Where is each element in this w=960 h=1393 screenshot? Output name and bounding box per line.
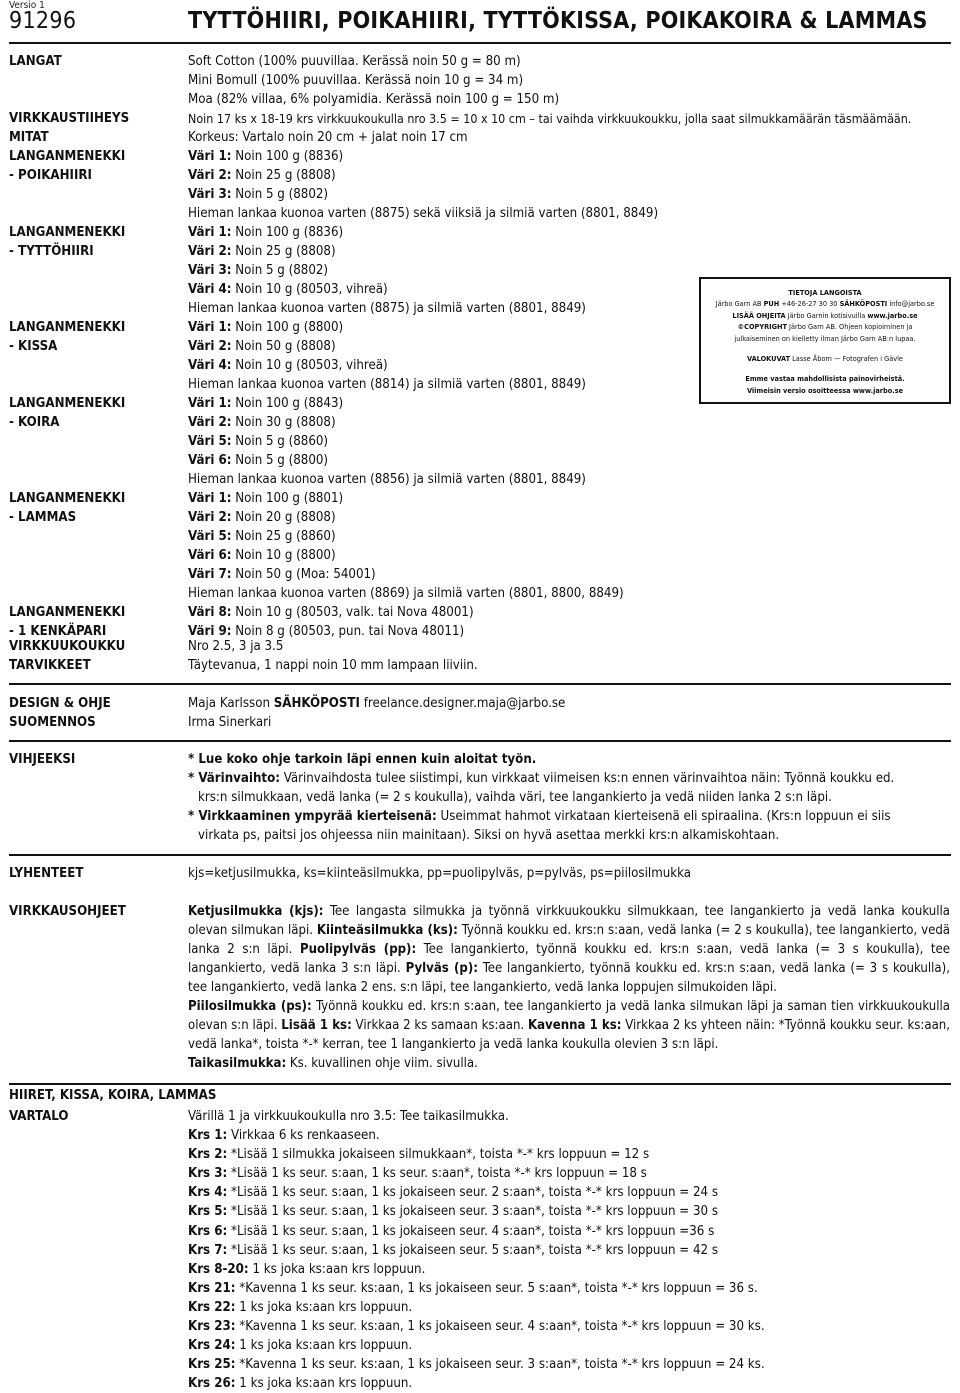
tip-item-cont: krs:n silmukkaan, vedä lanka (= 2 s koukulla), vaihda väri, tee langankierto ja vedä niiden lanka 2 s:n läpi. (198, 790, 832, 805)
spec-value: Mini Bomull (100% puuvillaa. Kerässä noin 10 g = 34 m) (188, 73, 524, 88)
yarn-group-label: - TYTTÖHIIRI (9, 244, 94, 259)
yarn-amount: Väri 1: Noin 100 g (8801) (188, 491, 344, 506)
yarn-amount: Väri 1: Noin 100 g (8836) (188, 149, 344, 164)
spec-value: Korkeus: Vartalo noin 20 cm + jalat noin 17 cm (188, 130, 468, 145)
spec-label: LANGAT (9, 54, 62, 69)
yarn-amount: Väri 4: Noin 10 g (80503, vihreä) (188, 282, 388, 297)
info-line: LISÄÄ OHJEITA Järbo Garnin kotisivuilla www.jarbo.se (732, 310, 918, 320)
page-title: TYTTÖHIIRI, POIKAHIIRI, TYTTÖKISSA, POIKAKOIRA & LAMMAS (188, 8, 928, 34)
yarn-amount: Väri 5: Noin 25 g (8860) (188, 529, 336, 544)
tip-item: * Värinvaihto: Värinvaihdosta tulee siistimpi, kun virkkaat viimeisen ks:n ennen värinvaihtoa näin: Työnnä koukku ed. (188, 771, 895, 786)
yarn-amount: Väri 2: Noin 25 g (8808) (188, 244, 336, 259)
info-heading: TIETOJA LANGOISTA (788, 288, 862, 297)
yarn-amount: Hieman lankaa kuonoa varten (8814) ja silmiä varten (8801, 8849) (188, 377, 586, 392)
yarn-amount: Väri 5: Noin 5 g (8860) (188, 434, 329, 449)
yarn-group-label: LANGANMENEKKI (9, 320, 126, 335)
yarn-info-box (699, 277, 951, 404)
yarn-group-label: - KISSA (9, 339, 58, 354)
yarn-amount: Väri 2: Noin 20 g (8808) (188, 510, 336, 525)
divider (9, 683, 951, 685)
yarn-group-label: - KOIRA (9, 415, 60, 430)
yarn-group-label: LANGANMENEKKI (9, 149, 126, 164)
pattern-code: 91296 (9, 8, 77, 34)
yarn-amount: Väri 8: Noin 10 g (80503, valk. tai Nova 48001) (188, 605, 474, 620)
yarn-amount: Väri 3: Noin 5 g (8802) (188, 263, 329, 278)
yarn-amount: Väri 1: Noin 100 g (8800) (188, 320, 344, 335)
info-line: VALOKUVAT Lasse Åbom — Fotografen i Gävle (747, 354, 903, 364)
yarn-group-label: LANGANMENEKKI (9, 491, 126, 506)
divider (9, 854, 951, 856)
yarn-amount: Väri 6: Noin 10 g (8800) (188, 548, 336, 563)
yarn-amount: Väri 9: Noin 8 g (80503, pun. tai Nova 48011) (188, 624, 465, 639)
yarn-amount: Hieman lankaa kuonoa varten (8856) ja silmiä varten (8801, 8849) (188, 472, 586, 487)
tip-item: * Virkkaaminen ympyrää kierteisenä: Useimmat hahmot virkataan kierteisenä eli spiraalina. (Krs:n loppuun ei siis (188, 809, 891, 824)
yarn-group-label: LANGANMENEKKI (9, 605, 126, 620)
tip-item-cont: virkata ps, paitsi jos ohjeessa niin mainitaan). Siksi on hyvä asettaa merkki krs:n alkamiskohtaan. (198, 828, 780, 843)
yarn-amount: Väri 4: Noin 10 g (80503, vihreä) (188, 358, 388, 373)
spec-label: MITAT (9, 130, 49, 145)
info-line: Järbo Garn AB PUH +46-26-27 30 30 SÄHKÖPOSTI info@jarbo.se (715, 299, 935, 309)
yarn-group-label: - POIKAHIIRI (9, 168, 92, 183)
yarn-amount: Väri 2: Noin 50 g (8808) (188, 339, 336, 354)
yarn-amount: Väri 1: Noin 100 g (8836) (188, 225, 344, 240)
stitch-instructions: Ketjusilmukka (kjs): Tee langasta silmukka ja työnnä virkkuukoukku silmukkaan, tee langankierto ja vedä lanka koukulla olevan silmukan läpi. Kiinteäsilmukka (ks): Työnnä koukku ed. krs:n s:aan, vedä lanka (= 2 s koukulla), tee langankierto, vedä lanka 2 s:n läpi. Puolipylväs (pp): Tee langankierto, työnnä koukku ed. krs:n s:aan, vedä lanka (= 3 s koukulla), tee langankierto, vedä lanka 3 s:n läpi. Pylväs (p): Tee langankierto, työnnä koukku ed. krs:n s:aan, vedä lanka (= 3 s koukulla), tee langankierto, vedä lanka 2 ens. s:n läpi, tee langankierto, vedä lanka loppujen silmukoiden läpi. Piilosilmukka (ps): Työnnä koukku ed. krs:n s:aan, tee langankierto ja vedä lanka silmukan läpi ja saman tien virkkuukoukulla olevan s:n läpi. Lisää 1 ks: Virkkaa 2 ks samaan ks:aan. Kavenna 1 ks: Virkkaa 2 ks yhteen näin: *Työnnä koukku seur. ks:aan, vedä lanka*, toista *-* kerran, tee 1 langankierto ja vedä lanka koukulla olevien 3 s:n läpi. Taikasilmukka: Ks. kuvallinen ohje viim. sivulla. (188, 904, 951, 1071)
tip-item: * Lue koko ohje tarkoin läpi ennen kuin aloitat työn. (188, 752, 537, 767)
yarn-group-label: - 1 KENKÄPARI (9, 624, 107, 639)
title-divider (9, 42, 951, 44)
version-label: Versio 1 (9, 0, 45, 11)
spec-label: VIRKKAUSTIIHEYS (9, 111, 130, 126)
yarn-amount: Väri 1: Noin 100 g (8843) (188, 396, 344, 411)
pattern-page: Versio 1 91296 TYTTÖHIIRI, POIKAHIIRI, TYTTÖKISSA, POIKAKOIRA & LAMMAS LANGAT Soft Cotton (100% puuvillaa. Kerässä noin 50 g = 80 m) Mini Bomull (100% puuvillaa. Kerässä noin 10 g = 34 m) Moa (82% villaa, 6% polyamidia. Kerässä noin 100 g = 150 m) VIRKKAUSTIIHEYS Noin 17 ks x 18-19 krs virkkuukoukulla nro 3.5 = 10 x 10 cm – tai vaihda virkkuukoukku, jolla saat silmukkamäärän täsmäämään. MITAT Korkeus: Vartalo noin 20 cm + jalat noin 17 cm LANGANMENEKKI Väri 1: Noin 100 g (8836) - POIKAHIIRI Väri 2: Noin 25 g (8808) Väri 3: Noin 5 g (8802) Hieman lankaa kuonoa varten (8875) sekä viiksiä ja silmiä varten (8801, 8849) LANGANMENEKKI Väri 1: Noin 100 g (8836) - TYTTÖHIIRI Väri 2: Noin 25 g (8808) Väri 3: Noin 5 g (8802) Väri 4: Noin 10 g (80503, vihreä) Hieman lankaa kuonoa varten (8875) ja silmiä varten (8801, 8849) LANGANMENEKKI Väri 1: Noin 100 g (8800) - KISSA Väri 2: Noin 50 g (8808) Väri 4: Noin 10 g (80503, vihreä) Hieman lankaa kuonoa varten (8814) ja silmiä varten (8801, 8849) LANGANMENEKKI Väri 1: Noin 100 g (8843) - KOIRA Väri 2: Noin 30 g (8808) Väri 5: Noin 5 g (8860) Väri 6: Noin 5 g (8800) Hieman lankaa kuonoa varten (8856) ja silmiä varten (8801, 8849) LANGANMENEKKI Väri 1: Noin 100 g (8801) - LAMMAS Väri 2: Noin 20 g (8808) Väri 5: Noin 25 g (8860) Väri 6: Noin 10 g (8800) Väri 7: Noin 50 g (Moa: 54001) Hieman lankaa kuonoa varten (8869) ja silmiä varten (8801, 8800, 8849) LANGANMENEKKI Väri 8: Noin 10 g (80503, valk. tai Nova 48001) - 1 KENKÄPARI Väri 9: Noin 8 g (80503, pun. tai Nova 48011) TIETOJA LANGOISTA Järbo Garn AB PUH +46-26-27 30 30 SÄHKÖPOSTI info@jarbo.se LISÄÄ OHJEITA Järbo Garnin kotisivuilla www.jarbo.se ©COPYRIGHT Järbo Garn AB. Ohjeen kopioiminen ja julkaiseminen on kielletty ilman Järbo Garn AB:n lupaa. VALOKUVAT Lasse Åbom — Fotografen i Gävle Emme vastaa mahdollisista painovirheistä. Viimeisin versio osoitteessa www.jarbo.se VIRKKUUKOUKKU Nro 2.5, 3 ja 3.5 TARVIKKEET Täytevanua, 1 nappi noin 10 mm lampaan liiviin. DESIGN & OHJE Maja Karlsson SÄHKÖPOSTI freelance.designer.maja@jarbo.se SUOMENNOS Irma Sinerkari VIHJEEKSI * Lue koko ohje tarkoin läpi ennen kuin aloitat työn. * Värinvaihto: Värinvaihdosta tulee siistimpi, kun virkkaat viimeisen ks:n ennen värinvaihtoa näin: Työnnä koukku ed. krs:n silmukkaan, vedä lanka (= 2 s koukulla), vaihda väri, tee langankierto ja vedä niiden lanka 2 s:n läpi. * Virkkaaminen ympyrää kierteisenä: Useimmat hahmot virkataan kierteisenä eli spiraalina. (Krs:n loppuun ei siis virkata ps, paitsi jos ohjeessa niin mainitaan). Siksi on hyvä asettaa merkki krs:n alkamiskohtaan. LYHENTEET kjs=ketjusilmukka, ks=kiinteäsilmukka, pp=puolipylväs, p=pylväs, ps=piilosilmukka VIRKKAUSOHJEET Ketjusilmukka (kjs): Tee langasta silmukka ja työnnä virkkuukoukku silmukkaan, tee langankierto ja vedä lanka koukulla olevan silmukan läpi. Kiinteäsilmukka (ks): Työnnä koukku ed. krs:n s:aan, vedä lanka (= 2 s koukulla), tee langankierto, vedä lanka 2 s:n läpi. Puolipylväs (pp): Tee langankierto, työnnä koukku ed. krs:n s:aan, vedä lanka (= 3 s koukulla), tee langankierto, vedä lanka 3 s:n läpi. Pylväs (p): Tee langankierto, työnnä koukku ed. krs:n s:aan, vedä lanka (= 3 s koukulla), tee langankierto, vedä lanka 2 ens. s:n läpi, tee langankierto, vedä lanka loppujen silmukoiden läpi. Piilosilmukka (ps): Työnnä koukku ed. krs:n s:aan, tee langankierto ja vedä lanka silmukan läpi ja saman tien virkkuukoukulla olevan s:n läpi. Lisää 1 ks: Virkkaa 2 ks samaan ks:aan. Kavenna 1 ks: Virkkaa 2 ks yhteen näin: *Työnnä koukku seur. ks:aan, vedä lanka*, toista *-* kerran, tee 1 langankierto ja vedä lanka koukulla olevien 3 s:n läpi. Taikasilmukka: Ks. kuvallinen ohje viim. sivulla. HIIRET, KISSA, KOIRA, LAMMAS VARTALO Värillä 1 ja virkkuukoukulla nro 3.5: Tee taikasilmukka. Krs 1: Virkkaa 6 ks renkaaseen. Krs 2: *Lisää 1 silmukka jokaiseen silmukkaan*, toista *-* krs loppuun = 12 s Krs 3: *Lisää 1 ks seur. s:aan, 1 ks seur. s:aan*, toista *-* krs loppuun = 18 s Krs 4: *Lisää 1 ks seur. s:aan, 1 ks jokaiseen seur. 2 s:aan*, toista *-* krs loppuun = 24 s Krs 5: *Lisää 1 ks seur. s:aan, 1 ks jokaiseen seur. 3 s:aan*, toista *-* krs loppuun = 30 s Krs 6: *Lisää 1 ks seur. s:aan, 1 ks jokaiseen seur. 4 s:aan*, toista *-* krs loppuun =36 s Krs 7: *Lisää 1 ks seur. s:aan, 1 ks jokaiseen seur. 5 s:aan*, toista *-* krs loppuun = 42 s Krs 8-20: 1 ks joka ks:aan krs loppuun. Krs 21: *Kavenna 1 ks seur. ks:aan, 1 ks jokaiseen seur. 5 s:aan*, toista *-* krs loppuun = 36 s. Krs 22: 1 ks joka ks:aan krs loppuun. Krs 23: *Kavenna 1 ks seur. ks:aan, 1 ks jokaiseen seur. 4 s:aan*, toista *-* krs loppuun = 30 ks. Krs 24: 1 ks joka ks:aan krs loppuun. Krs 25: *Kavenna 1 ks seur. ks:aan, 1 ks jokaiseen seur. 3 s:aan*, toista *-* krs loppuun = 24 ks. Krs 26: 1 ks joka ks:aan krs loppuun. (9, 0, 951, 1392)
yarn-group-label: LANGANMENEKKI (9, 225, 126, 240)
info-line: ©COPYRIGHT Järbo Garn AB. Ohjeen kopioiminen ja (737, 322, 913, 332)
yarn-group-label: LANGANMENEKKI (9, 396, 126, 411)
yarn-amount: Väri 3: Noin 5 g (8802) (188, 187, 329, 202)
info-line: Viimeisin versio osoitteessa www.jarbo.se (746, 385, 904, 395)
section-heading: HIIRET, KISSA, KOIRA, LAMMAS (9, 1088, 217, 1103)
info-line: julkaiseminen on kielletty ilman Järbo Garn AB:n lupaa. (734, 333, 916, 343)
divider (9, 1083, 951, 1085)
yarn-amount: Hieman lankaa kuonoa varten (8875) sekä viiksiä ja silmiä varten (8801, 8849) (188, 206, 659, 221)
spec-value: Moa (82% villaa, 6% polyamidia. Kerässä noin 100 g = 150 m) (188, 92, 560, 107)
yarn-group-label: - LAMMAS (9, 510, 77, 525)
yarn-amount: Väri 2: Noin 30 g (8808) (188, 415, 336, 430)
info-line: Emme vastaa mahdollisista painovirheistä. (745, 374, 905, 384)
yarn-amount: Hieman lankaa kuonoa varten (8875) ja silmiä varten (8801, 8849) (188, 301, 586, 316)
yarn-amount: Väri 7: Noin 50 g (Moa: 54001) (188, 567, 376, 582)
yarn-amount: Väri 2: Noin 25 g (8808) (188, 168, 336, 183)
spec-value: Soft Cotton (100% puuvillaa. Kerässä noin 50 g = 80 m) (188, 54, 521, 69)
divider (9, 740, 951, 742)
yarn-amount: Hieman lankaa kuonoa varten (8869) ja silmiä varten (8801, 8800, 8849) (188, 586, 624, 601)
yarn-amount: Väri 6: Noin 5 g (8800) (188, 453, 329, 468)
tips-list (188, 750, 950, 845)
spec-value: Noin 17 ks x 18-19 krs virkkuukoukulla nro 3.5 = 10 x 10 cm – tai vaihda virkkuukoukku, jolla saat silmukkamäärän täsmäämään. (188, 111, 912, 126)
